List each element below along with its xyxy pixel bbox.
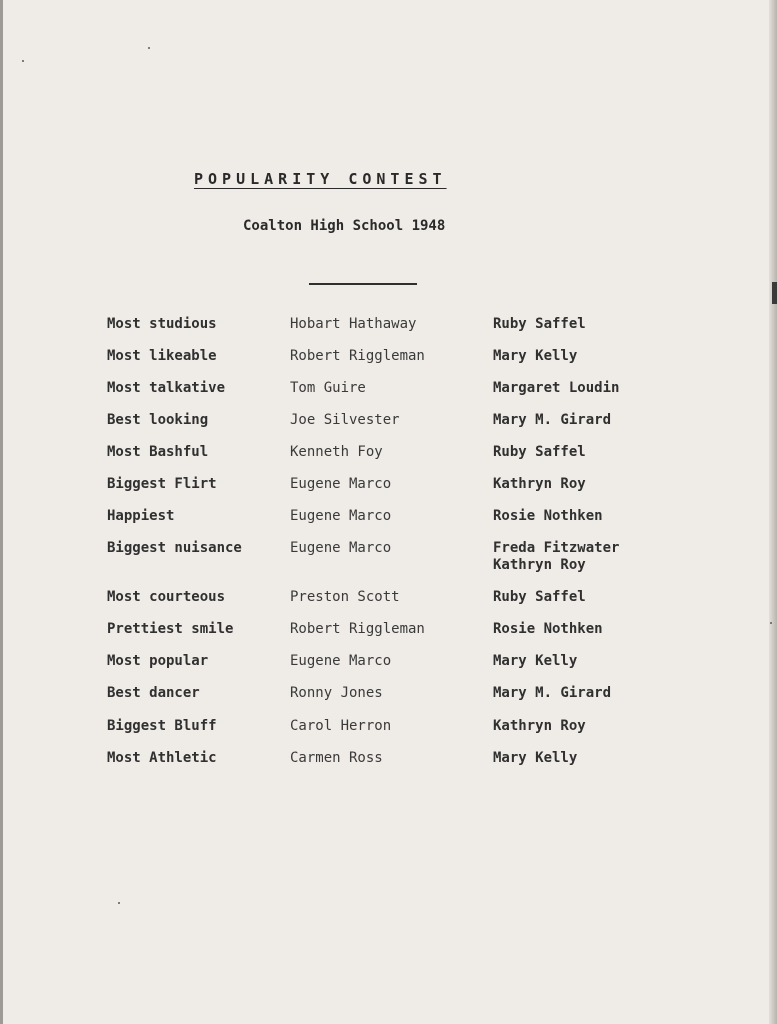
award-category: Most likeable (107, 348, 217, 364)
award-boy: Tom Guire (290, 380, 366, 396)
award-girl: Mary M. Girard (493, 685, 612, 701)
award-row (0, 718, 777, 738)
award-category: Most talkative (107, 380, 226, 396)
award-girl: Mary M. Girard (493, 412, 612, 428)
award-boy: Carol Herron (290, 718, 392, 734)
award-boy: Eugene Marco (290, 540, 392, 556)
award-girl: Mary Kelly (493, 750, 578, 766)
award-category: Prettiest smile (107, 621, 234, 637)
award-row (0, 380, 777, 400)
award-girl: Ruby Saffel (493, 316, 586, 332)
award-category: Happiest (107, 508, 175, 524)
paper-speck (22, 60, 24, 62)
award-row (0, 476, 777, 496)
award-girl: Rosie Nothken (493, 508, 603, 524)
document-subtitle: Coalton High School 1948 (243, 218, 446, 234)
award-category: Biggest nuisance (107, 540, 242, 556)
award-category: Biggest Bluff (107, 718, 217, 734)
award-row (0, 621, 777, 641)
award-girl: Ruby Saffel (493, 589, 586, 605)
award-girl: Kathryn Roy (493, 476, 586, 492)
award-boy: Eugene Marco (290, 508, 392, 524)
award-girl-pair (493, 540, 619, 574)
award-girl: Rosie Nothken (493, 621, 603, 637)
paper-speck (148, 47, 150, 49)
award-category: Most Bashful (107, 444, 209, 460)
award-girl: Kathryn Roy (493, 718, 586, 734)
award-girl: Margaret Loudin (493, 380, 620, 396)
award-boy: Robert Riggleman (290, 348, 425, 364)
award-boy: Carmen Ross (290, 750, 383, 766)
award-row (0, 348, 777, 368)
award-girl: Ruby Saffel (493, 444, 586, 460)
award-row (0, 750, 777, 770)
award-girl: Mary Kelly (493, 653, 578, 669)
award-girl: Kathryn Roy (493, 557, 586, 573)
award-category: Most popular (107, 653, 209, 669)
award-category: Most studious (107, 316, 217, 332)
award-row (0, 508, 777, 528)
award-boy: Joe Silvester (290, 412, 400, 428)
award-category: Best dancer (107, 685, 200, 701)
award-row (0, 444, 777, 464)
award-category: Most courteous (107, 589, 226, 605)
award-row (0, 316, 777, 336)
award-row (0, 653, 777, 673)
award-boy: Kenneth Foy (290, 444, 383, 460)
award-category: Biggest Flirt (107, 476, 217, 492)
award-category: Most Athletic (107, 750, 217, 766)
award-row (0, 685, 777, 705)
title-divider (309, 283, 417, 285)
award-boy: Robert Riggleman (290, 621, 425, 637)
award-category: Best looking (107, 412, 209, 428)
award-boy: Ronny Jones (290, 685, 383, 701)
award-girl: Freda Fitzwater (493, 540, 620, 556)
paper-speck (118, 902, 120, 904)
award-row (0, 589, 777, 609)
binder-tab (772, 282, 777, 304)
award-girl: Mary Kelly (493, 348, 578, 364)
award-boy: Eugene Marco (290, 476, 392, 492)
document-title: POPULARITY CONTEST (194, 170, 447, 188)
award-boy: Preston Scott (290, 589, 400, 605)
award-row (0, 412, 777, 432)
award-boy: Hobart Hathaway (290, 316, 417, 332)
award-boy: Eugene Marco (290, 653, 392, 669)
award-row (0, 540, 777, 580)
